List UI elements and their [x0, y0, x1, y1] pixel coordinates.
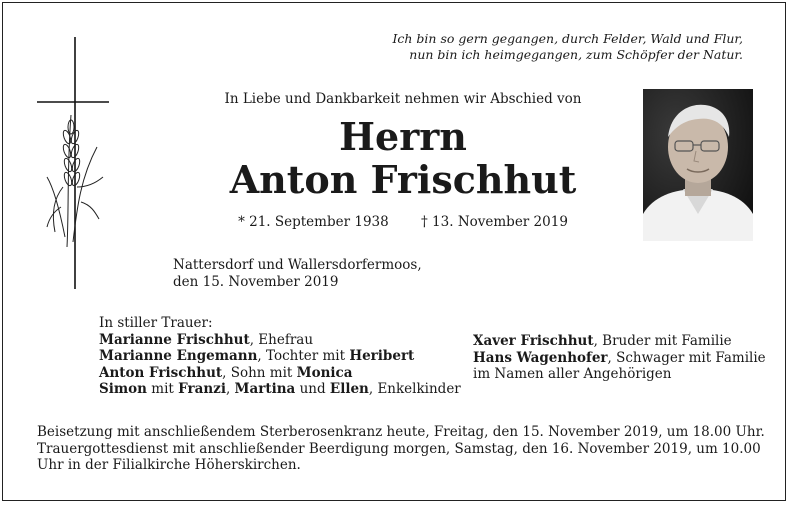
quote-line-1: Ich bin so gern gegangen, durch Felder, Wald und Flur,	[392, 31, 743, 46]
life-dates	[143, 214, 663, 230]
mourners-heading: In stiller Trauer:	[99, 315, 213, 331]
mourner-line: Marianne Engemann, Tochter mit Heribert	[99, 348, 415, 364]
funeral-line-2: Trauergottesdienst mit anschließender Beerdigung morgen, Samstag, den 16. November 2019, um 10.00	[37, 440, 761, 457]
place-line-1: Nattersdorf und Wallersdorfermoos,	[173, 257, 422, 273]
birth-date: * 21. September 1938	[238, 214, 389, 230]
mourner-line: Xaver Frischhut, Bruder mit Familie	[473, 333, 732, 349]
mourners-left	[99, 315, 479, 398]
cross-with-wheat-icon	[37, 37, 117, 293]
intro-text: In Liebe und Dankbarkeit nehmen wir Abschied von	[224, 91, 582, 107]
mourner-line: Hans Wagenhofer, Schwager mit Familie	[473, 349, 766, 366]
place-line-2: den 15. November 2019	[173, 274, 339, 290]
place-and-date	[173, 257, 493, 291]
funeral-line-3: Uhr in der Filialkirche Höherskirchen.	[37, 457, 301, 473]
salutation: Herrn	[339, 114, 467, 159]
obituary-notice	[2, 2, 786, 501]
portrait-photo	[643, 89, 753, 241]
quote	[383, 31, 743, 63]
mourner-line: Simon mit Franzi, Martina und Ellen, Enkelkinder	[99, 381, 461, 397]
funeral-line-1: Beisetzung mit anschließendem Sterberosenkranz heute, Freitag, den 15. November 2019, um 18.00 Uhr.	[37, 424, 765, 440]
mourner-line: Anton Frischhut, Sohn mit Monica	[99, 364, 353, 381]
mourners-right	[473, 333, 773, 383]
death-date: † 13. November 2019	[421, 214, 568, 230]
funeral-details	[37, 424, 767, 474]
mourner-line: im Namen aller Angehörigen	[473, 366, 672, 382]
deceased-name: Anton Frischhut	[229, 157, 577, 202]
quote-line-2: nun bin ich heimgegangen, zum Schöpfer der Natur.	[409, 47, 743, 62]
mourner-line: Marianne Frischhut, Ehefrau	[99, 331, 314, 348]
